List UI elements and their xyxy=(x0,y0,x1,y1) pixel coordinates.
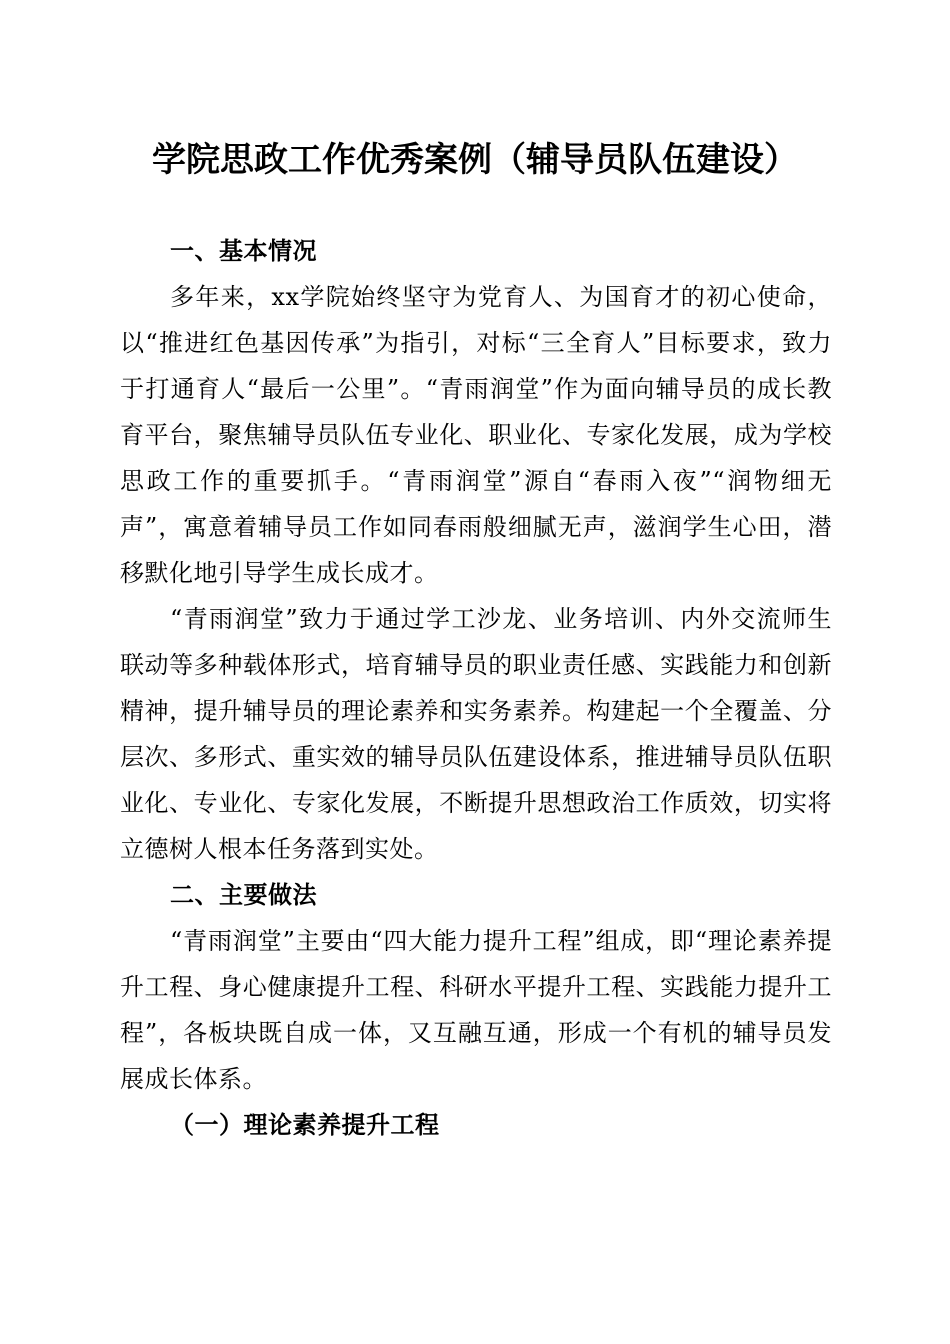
paragraph-basic-situation-2: “青雨润堂”致力于通过学工沙龙、业务培训、内外交流师生联动等多种载体形式，培育辅导员的职业责任感、实践能力和创新精神，提升辅导员的理论素养和实务素养。构建起一个全覆盖、分层次、多形式、重实效的辅导员队伍建设体系，推进辅导员队伍职业化、专业化、专家化发展，不断提升思想政治工作质效，切实将立德树人根本任务落到实处。 xyxy=(120,605,832,863)
section-heading-basic-situation: 一、基本情况 xyxy=(170,237,317,265)
document-title: 学院思政工作优秀案例（辅导员队伍建设） xyxy=(152,140,798,180)
paragraph-basic-situation-1: 多年来，xx学院始终坚守为党育人、为国育才的初心使命，以“推进红色基因传承”为指引，对标“三全育人”目标要求，致力于打通育人“最后一公里”。“青雨润堂”作为面向辅导员的成长教育平台，聚焦辅导员队伍专业化、职业化、专家化发展，成为学校思政工作的重要抓手。“青雨润堂”源自“春雨入夜”“润物细无声”，寓意着辅导员工作如同春雨般细腻无声，滋润学生心田，潜移默化地引导学生成长成才。 xyxy=(120,283,832,587)
document-body xyxy=(120,228,832,1148)
paragraph-main-practices-1: “青雨润堂”主要由“四大能力提升工程”组成，即“理论素养提升工程、身心健康提升工程、科研水平提升工程、实践能力提升工程”，各板块既自成一体，又互融互通，形成一个有机的辅导员发展成长体系。 xyxy=(120,927,832,1093)
section-heading-main-practices: 二、主要做法 xyxy=(170,881,317,909)
subsection-heading-theory-literacy: （一）理论素养提升工程 xyxy=(170,1110,440,1139)
